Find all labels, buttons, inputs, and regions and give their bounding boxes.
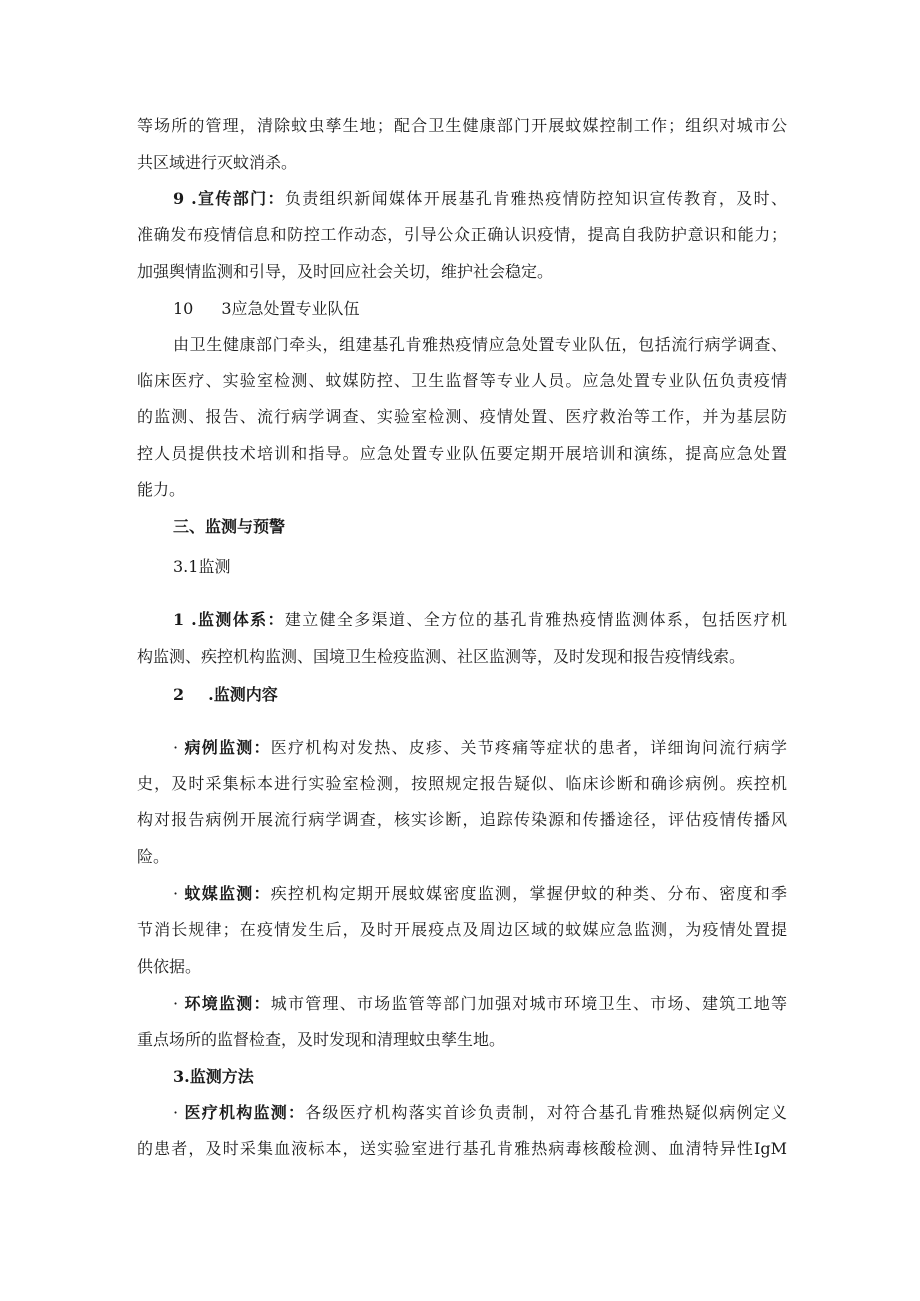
section-heading: 三、监测与预警 [173, 517, 286, 536]
text-line: 节消长规律；在疫情发生后，及时开展疫点及周边区域的蚊媒应急监测，为疫情处置提 [137, 920, 787, 939]
text-line: 险。 [137, 847, 170, 866]
list-item-9: 9 .宣传部门：负责组织新闻媒体开展基孔肯雅热疫情防控知识宣传教育，及时、 [173, 189, 787, 208]
text-line: 准确发布疫情信息和防控工作动态，引导公众正确认识疫情，提高自我防护意识和能力； [137, 225, 787, 244]
text-line: 由卫生健康部门牵头，组建基孔肯雅热疫情应急处置专业队伍，包括流行病学调查、 [173, 335, 787, 354]
item-label: 9 .宣传部门： [173, 189, 285, 208]
text-line: 的患者，及时采集血液标本，送实验室进行基孔肯雅热病毒核酸检测、血清特异性IgM [137, 1139, 787, 1158]
list-item-1: 1 .监测体系：建立健全多渠道、全方位的基孔肯雅热疫情监测体系，包括医疗机 [173, 610, 787, 629]
bullet-case-monitoring: · 病例监测：医疗机构对发热、皮疹、关节疼痛等症状的患者，详细询问流行病学 [173, 738, 787, 757]
bullet-medical-monitoring: · 医疗机构监测：各级医疗机构落实首诊负责制，对符合基孔肯雅热疑似病例定义 [173, 1103, 787, 1122]
bullet-vector-monitoring: · 蚊媒监测：疾控机构定期开展蚊媒密度监测，掌握伊蚊的种类、分布、密度和季 [173, 884, 787, 903]
text-line: 史，及时采集标本进行实验室检测，按照规定报告疑似、临床诊断和确诊病例。疾控机 [137, 774, 787, 793]
text-line: 构监测、疾控机构监测、国境卫生检疫监测、社区监测等，及时发现和报告疫情线索。 [137, 647, 746, 666]
text-line: 供依据。 [137, 957, 202, 976]
text-line: 共区域进行灭蚊消杀。 [137, 153, 298, 172]
text-line: 能力。 [137, 480, 186, 499]
text-line: 控人员提供技术培训和指导。应急处置专业队伍要定期开展培训和演练，提高应急处置 [137, 444, 787, 463]
list-item-3: 3.监测方法 [173, 1067, 254, 1086]
list-item-10: 10 3应急处置专业队伍 [173, 299, 360, 318]
list-item-2: 2 .监测内容 [173, 685, 278, 704]
subsection-heading: 3.1监测 [173, 557, 231, 576]
text-line: 等场所的管理，清除蚊虫孳生地；配合卫生健康部门开展蚊媒控制工作；组织对城市公 [137, 116, 787, 135]
text-line: 重点场所的监督检查，及时发现和清理蚊虫孳生地。 [137, 1030, 506, 1049]
text-line: 加强舆情监测和引导，及时回应社会关切，维护社会稳定。 [137, 262, 554, 281]
text-line: 的监测、报告、流行病学调查、实验室检测、疫情处置、医疗救治等工作，并为基层防 [137, 407, 787, 426]
text-line: 临床医疗、实验室检测、蚊媒防控、卫生监督等专业人员。应急处置专业队伍负责疫情 [137, 371, 787, 390]
text-line: 构对报告病例开展流行病学调查，核实诊断，追踪传染源和传播途径，评估疫情传播风 [137, 810, 787, 829]
bullet-environment-monitoring: · 环境监测：城市管理、市场监管等部门加强对城市环境卫生、市场、建筑工地等 [173, 994, 787, 1013]
